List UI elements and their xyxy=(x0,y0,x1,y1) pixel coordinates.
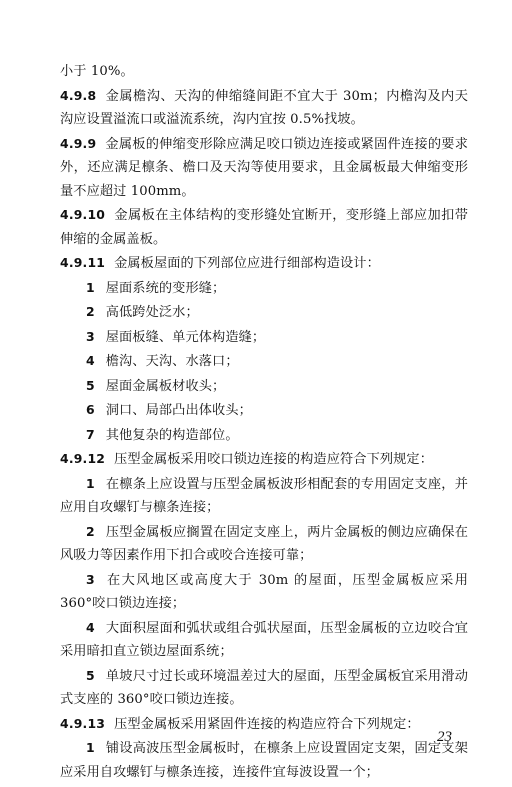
paragraph-continuation xyxy=(60,60,468,84)
clause-number: 4.9.9 xyxy=(60,135,97,151)
item-text: 其他复杂的构造部位。 xyxy=(105,427,239,443)
list-item xyxy=(60,520,468,568)
item-text: 压型金属板应搁置在固定支座上，两片金属板的侧边应确保在风吸力等因素作用下扣合或咬合连接可靠； xyxy=(60,524,468,563)
list-item xyxy=(60,398,468,423)
clause-4-9-8 xyxy=(60,84,468,132)
item-number: 4 xyxy=(86,353,95,368)
item-number: 3 xyxy=(86,571,95,587)
list-item xyxy=(60,616,468,664)
clause-number: 4.9.12 xyxy=(60,451,106,466)
clause-4-9-12 xyxy=(60,447,468,472)
list-item xyxy=(60,568,468,616)
clause-text: 金属檐沟、天沟的伸缩缝间距不宜大于 30m；内檐沟及内天沟应设置溢流口或溢流系统，沟内宜按 0.5%找坡。 xyxy=(60,88,468,127)
paragraph-text: 小于 10%。 xyxy=(60,64,134,79)
item-text: 铺设高波压型金属板时，在檩条上应设置固定支架，固定支架应采用自攻螺钉与檩条连接，连接件宜每波设置一个； xyxy=(60,741,468,780)
item-number: 2 xyxy=(86,523,95,539)
item-text: 在大风地区或高度大于 30m 的屋面，压型金属板应采用 360°咬口锁边连接； xyxy=(60,572,468,611)
item-number: 1 xyxy=(86,475,95,491)
item-text: 在檩条上应设置与压型金属板波形相配套的专用固定支座，并应用自攻螺钉与檩条连接； xyxy=(60,476,468,515)
clause-4-9-9 xyxy=(60,132,468,204)
item-number: 6 xyxy=(86,402,95,417)
clause-4-9-11 xyxy=(60,251,468,276)
item-text: 屋面系统的变形缝； xyxy=(105,280,226,296)
body-text xyxy=(60,60,468,784)
clause-4-9-10 xyxy=(60,203,468,251)
item-number: 5 xyxy=(86,377,95,393)
item-number: 3 xyxy=(86,328,95,344)
list-item xyxy=(60,300,468,325)
list-item xyxy=(60,736,468,784)
list-item xyxy=(60,664,468,712)
item-number: 7 xyxy=(86,426,95,442)
item-text: 洞口、局部凸出体收头； xyxy=(105,403,252,418)
clause-text: 压型金属板采用紧固件连接的构造应符合下列规定： xyxy=(114,716,420,732)
clause-text: 金属板屋面的下列部位应进行细部构造设计： xyxy=(114,256,380,271)
item-text: 大面积屋面和弧状或组合弧状屋面，压型金属板的立边咬合宜采用暗扣直立锁边屋面系统； xyxy=(60,620,468,659)
list-item xyxy=(60,423,468,448)
item-number: 1 xyxy=(86,740,95,755)
clause-4-9-13 xyxy=(60,712,468,737)
list-item xyxy=(60,374,468,399)
clause-text: 金属板的伸缩变形除应满足咬口锁边连接或紧固件连接的要求外，还应满足檩条、檐口及天沟等使用要求，且金属板最大伸缩变形量不应超过 100mm。 xyxy=(60,136,468,199)
clause-number: 4.9.11 xyxy=(60,255,106,270)
item-text: 屋面金属板材收头； xyxy=(105,378,226,394)
item-text: 单坡尺寸过长或环境温差过大的屋面，压型金属板宜采用滑动式支座的 360°咬口锁边连接。 xyxy=(60,668,468,707)
list-item xyxy=(60,472,468,520)
item-number: 4 xyxy=(86,619,95,635)
item-number: 2 xyxy=(86,304,95,319)
item-number: 5 xyxy=(86,667,95,683)
page-number: 23 xyxy=(437,729,452,745)
list-item xyxy=(60,325,468,350)
clause-number: 4.9.13 xyxy=(60,715,106,731)
clause-number: 4.9.10 xyxy=(60,207,106,222)
clause-text: 压型金属板采用咬口锁边连接的构造应符合下列规定： xyxy=(114,452,434,467)
item-text: 檐沟、天沟、水落口； xyxy=(105,354,239,369)
list-item xyxy=(60,276,468,301)
item-text: 屋面板缝、单元体构造缝； xyxy=(105,329,266,345)
clause-number: 4.9.8 xyxy=(60,87,97,103)
item-text: 高低跨处泛水； xyxy=(105,305,199,320)
item-number: 1 xyxy=(86,279,95,295)
list-item xyxy=(60,349,468,374)
clause-text: 金属板在主体结构的变形缝处宜断开，变形缝上部应加扣带伸缩的金属盖板。 xyxy=(60,208,468,247)
